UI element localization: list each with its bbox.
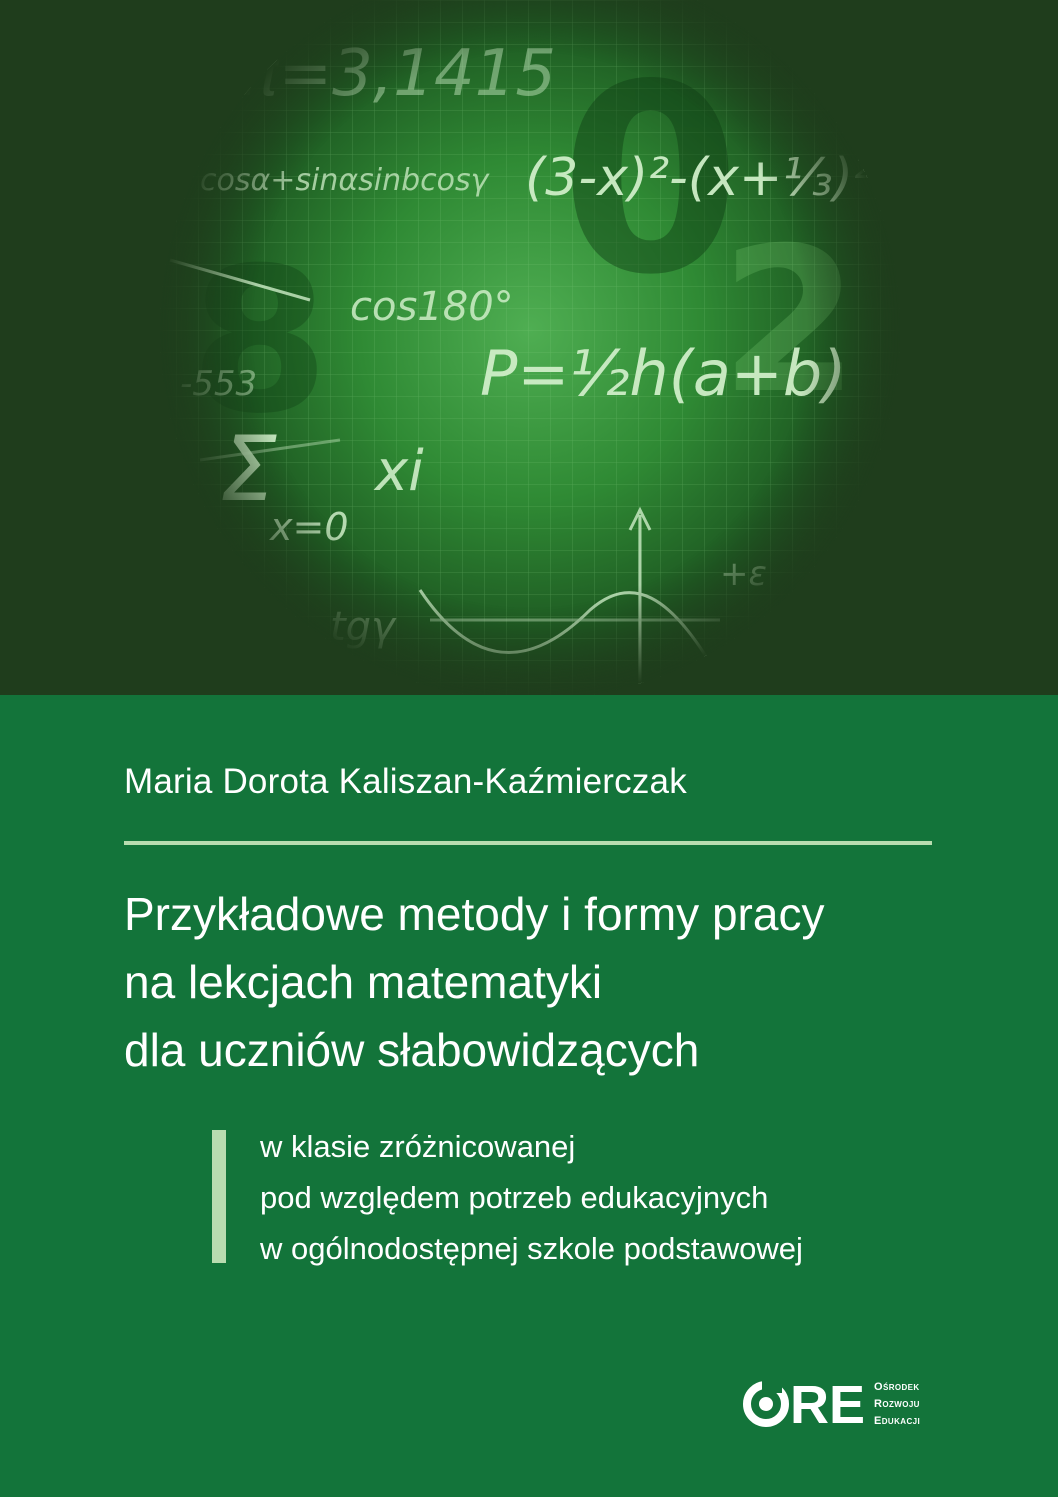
title-line: dla uczniów słabowidzących: [124, 1024, 700, 1076]
logo-word: Rozwoju: [874, 1398, 920, 1410]
subtitle-accent-bar: [212, 1130, 226, 1263]
cover-illustration: [0, 0, 1058, 695]
svg-text:RE: RE: [790, 1375, 866, 1435]
title-line: Przykładowe metody i formy pracy: [124, 888, 825, 940]
author-name: Maria Dorota Kaliszan-Kaźmierczak: [124, 762, 687, 801]
book-subtitle: [260, 1121, 980, 1274]
logo-word: Ośrodek: [874, 1381, 920, 1393]
subtitle-line: w ogólnodostępnej szkole podstawowej: [260, 1231, 803, 1266]
subtitle-line: w klasie zróżnicowanej: [260, 1129, 576, 1164]
subtitle-line: pod względem potrzeb edukacyjnych: [260, 1180, 769, 1215]
title-line: na lekcjach matematyki: [124, 956, 603, 1008]
book-title: [124, 880, 944, 1084]
ore-logo-words: [874, 1379, 920, 1430]
logo-word: Edukacji: [874, 1415, 921, 1427]
divider-rule: [124, 841, 932, 845]
math-formulas-illustration: [0, 0, 1058, 695]
ore-logo-mark: [742, 1375, 866, 1435]
